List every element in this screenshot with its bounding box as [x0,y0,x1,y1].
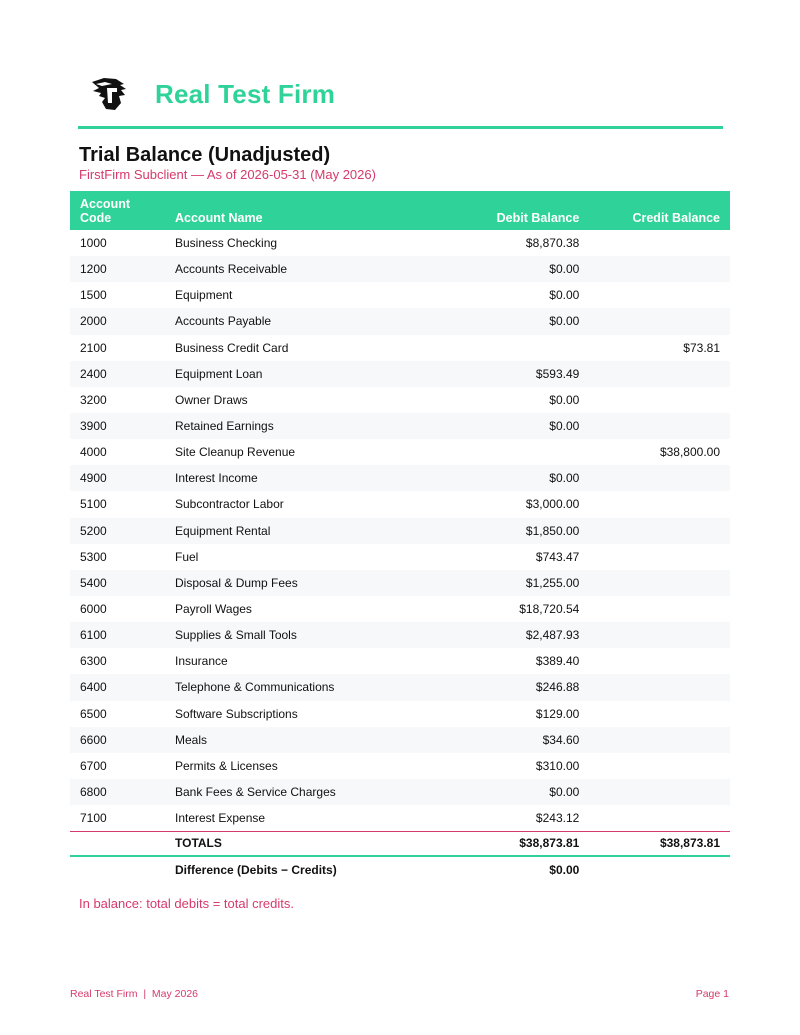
debit-balance-cell: $18,720.54 [519,602,580,617]
credit-balance-cell [589,779,730,805]
account-name-cell: Telephone & Communications [175,680,335,695]
table-row [70,544,730,570]
credit-balance-cell [589,230,730,256]
table-row [70,753,730,779]
table-row [70,387,730,413]
account-code-cell: 6300 [80,654,107,669]
debit-balance-cell [455,439,589,465]
credit-balance-cell [589,413,730,439]
account-name-cell: Business Credit Card [175,340,289,355]
credit-balance-cell [589,727,730,753]
debit-balance-cell: $8,870.38 [525,236,580,251]
account-name-cell: Accounts Payable [175,314,272,329]
account-code-cell: 5100 [80,497,107,512]
debit-balance-cell: $389.40 [535,654,580,669]
account-code-cell: 6000 [80,602,107,617]
totals-code-cell [70,831,165,856]
report-title: Trial Balance (Unadjusted) [79,144,331,166]
debit-balance-cell: $0.00 [549,419,580,434]
account-name-cell: Fuel [175,549,199,564]
debit-balance-cell: $0.00 [549,288,580,303]
account-name-cell: Permits & Licenses [175,758,278,773]
report-subtitle: FirstFirm Subclient — As of 2026-05-31 (May 2026) [79,167,376,182]
account-name-cell: Equipment Loan [175,366,263,381]
account-code-cell: 6600 [80,732,107,747]
credit-balance-cell [589,282,730,308]
account-code-cell: 5300 [80,549,107,564]
footer-page-number: Page 1 [695,988,729,1000]
table-row [70,518,730,544]
debit-balance-cell: $310.00 [535,758,580,773]
debit-balance-cell [455,335,589,361]
account-code-cell: 6400 [80,680,107,695]
firm-name: Real Test Firm [155,79,336,109]
account-name-cell: Payroll Wages [175,602,252,617]
account-code-cell: 5200 [80,523,107,538]
table-row [70,413,730,439]
account-name-cell: Subcontractor Labor [175,497,284,512]
table-row [70,465,730,491]
table-row [70,282,730,308]
account-name-cell: Owner Draws [175,392,248,407]
column-header-account-code: Account Code [80,197,130,225]
table-row [70,622,730,648]
account-code-cell: 7100 [80,810,107,825]
difference-label: Difference (Debits − Credits) [175,862,337,877]
account-name-cell: Equipment [175,288,233,303]
account-code-cell: 1000 [80,236,107,251]
credit-balance-cell [589,570,730,596]
credit-balance-cell [589,518,730,544]
account-code-cell: 1200 [80,262,107,277]
account-name-cell: Business Checking [175,236,278,251]
table-row [70,361,730,387]
warrior-helmet-logo-icon [90,76,128,112]
column-header-credit-balance: Credit Balance [632,211,720,225]
account-name-cell: Bank Fees & Service Charges [175,785,336,800]
table-row [70,230,730,256]
credit-balance-cell: $73.81 [683,340,720,355]
table-row [70,727,730,753]
credit-balance-cell [589,544,730,570]
account-code-cell: 4900 [80,471,107,486]
debit-balance-cell: $34.60 [542,732,580,747]
account-code-cell: 1500 [80,288,107,303]
table-row [70,674,730,700]
credit-balance-cell [589,596,730,622]
credit-balance-cell [589,674,730,700]
account-code-cell: 6100 [80,628,107,643]
table-row [70,701,730,727]
difference-code-cell [70,856,165,882]
account-name-cell: Interest Expense [175,810,266,825]
table-row [70,256,730,282]
table-row [70,805,730,831]
table-row [70,570,730,596]
table-row [70,439,730,465]
debit-balance-cell: $3,000.00 [525,497,580,512]
totals-row [70,831,730,856]
account-name-cell: Site Cleanup Revenue [175,445,296,460]
account-code-cell: 2100 [80,340,107,355]
balance-note: In balance: total debits = total credits. [79,896,294,911]
table-row [70,596,730,622]
credit-balance-cell [589,753,730,779]
debit-balance-cell: $743.47 [535,549,580,564]
table-body [70,230,730,882]
account-code-cell: 6700 [80,758,107,773]
debit-balance-cell: $246.88 [535,680,580,695]
account-code-cell: 6800 [80,785,107,800]
credit-balance-cell: $38,800.00 [659,445,720,460]
account-name-cell: Equipment Rental [175,523,271,538]
account-name-cell: Accounts Receivable [175,262,288,277]
account-code-cell: 3200 [80,392,107,407]
difference-row [70,856,730,882]
debit-balance-cell: $0.00 [549,262,580,277]
credit-balance-cell [589,256,730,282]
debit-balance-cell: $243.12 [535,810,580,825]
account-code-cell: 4000 [80,445,107,460]
difference-credit [589,856,730,882]
credit-balance-cell [589,465,730,491]
account-name-cell: Meals [175,732,208,747]
account-code-cell: 6500 [80,706,107,721]
account-code-cell: 3900 [80,419,107,434]
debit-balance-cell: $0.00 [549,392,580,407]
totals-credit: $38,873.81 [659,836,720,851]
credit-balance-cell [589,805,730,831]
debit-balance-cell: $1,850.00 [525,523,580,538]
table-row [70,779,730,805]
credit-balance-cell [589,491,730,517]
footer-firm-period: Real Test Firm | May 2026 [70,988,198,1000]
credit-balance-cell [589,361,730,387]
column-header-debit-balance: Debit Balance [496,211,580,225]
debit-balance-cell: $129.00 [535,706,580,721]
account-name-cell: Retained Earnings [175,419,274,434]
table-row [70,335,730,361]
account-name-cell: Interest Income [175,471,258,486]
debit-balance-cell: $0.00 [549,785,580,800]
account-code-cell: 5400 [80,575,107,590]
totals-debit: $38,873.81 [519,836,580,851]
account-name-cell: Supplies & Small Tools [175,628,297,643]
debit-balance-cell: $2,487.93 [525,628,580,643]
column-header-account-name: Account Name [175,211,263,225]
table-row [70,648,730,674]
credit-balance-cell [589,622,730,648]
credit-balance-cell [589,308,730,334]
trial-balance-table [70,191,730,882]
table-row [70,308,730,334]
table-header-row [70,191,730,230]
account-name-cell: Disposal & Dump Fees [175,575,298,590]
table-row [70,491,730,517]
credit-balance-cell [589,387,730,413]
debit-balance-cell: $1,255.00 [525,575,580,590]
difference-debit: $0.00 [549,862,580,877]
credit-balance-cell [589,648,730,674]
credit-balance-cell [589,701,730,727]
account-code-cell: 2000 [80,314,107,329]
debit-balance-cell: $0.00 [549,471,580,486]
account-name-cell: Software Subscriptions [175,706,298,721]
debit-balance-cell: $0.00 [549,314,580,329]
totals-label: TOTALS [175,836,222,851]
header-divider [78,126,723,129]
account-code-cell: 2400 [80,366,107,381]
debit-balance-cell: $593.49 [535,366,580,381]
account-name-cell: Insurance [175,654,228,669]
